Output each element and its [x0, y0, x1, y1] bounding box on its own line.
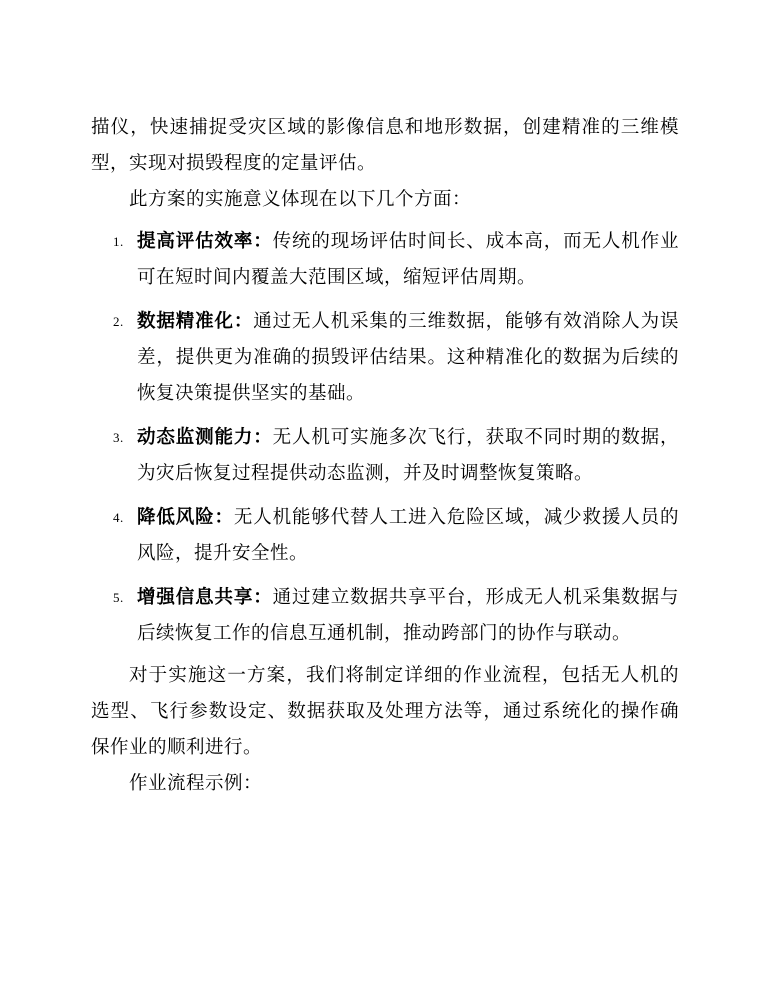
list-item: [91, 224, 679, 296]
document-page: [91, 110, 679, 802]
implementation-paragraph: 对于实施这一方案，我们将制定详细的作业流程，包括无人机的选型、飞行参数设定、数据获取及处理方法等，通过系统化的操作确保作业的顺利进行。: [91, 665, 679, 758]
list-item-title: 提高评估效率：: [137, 231, 273, 252]
list-item-number: 1.: [113, 234, 124, 249]
list-item-title: 降低风险：: [137, 507, 234, 528]
workflow-heading: 作业流程示例：: [129, 773, 263, 794]
list-item: [91, 500, 679, 572]
list-item-number: 4.: [113, 510, 124, 525]
list-item-number: 3.: [113, 430, 124, 445]
list-item-title: 增强信息共享：: [137, 587, 273, 608]
list-item-text: 通过无人机采集的三维数据，能够有效消除人为误差，提供更为准确的损毁评估结果。这种精准化的数据为后续的恢复决策提供坚实的基础。: [137, 311, 679, 404]
list-item-text: 无人机可实施多次飞行，获取不同时期的数据，为灾后恢复过程提供动态监测，并及时调整恢复策略。: [137, 427, 679, 484]
list-item-number: 5.: [113, 590, 124, 605]
list-item-text: 传统的现场评估时间长、成本高，而无人机作业可在短时间内覆盖大范围区域，缩短评估周期。: [137, 231, 679, 288]
list-item: [91, 420, 679, 492]
list-item-text: 通过建立数据共享平台，形成无人机采集数据与后续恢复工作的信息互通机制，推动跨部门的协作与联动。: [137, 587, 679, 644]
list-item-text: 无人机能够代替人工进入危险区域，减少救援人员的风险，提升安全性。: [137, 507, 679, 564]
intro-continuation-paragraph: 描仪，快速捕捉受灾区域的影像信息和地形数据，创建精准的三维模型，实现对损毁程度的定量评估。: [91, 117, 679, 174]
list-item-number: 2.: [113, 314, 124, 329]
significance-intro-paragraph: 此方案的实施意义体现在以下几个方面：: [129, 189, 472, 210]
list-item: [91, 580, 679, 652]
list-item-title: 数据精准化：: [137, 311, 254, 332]
significance-list: [91, 224, 679, 652]
list-item-title: 动态监测能力：: [137, 427, 273, 448]
list-item: [91, 304, 679, 412]
